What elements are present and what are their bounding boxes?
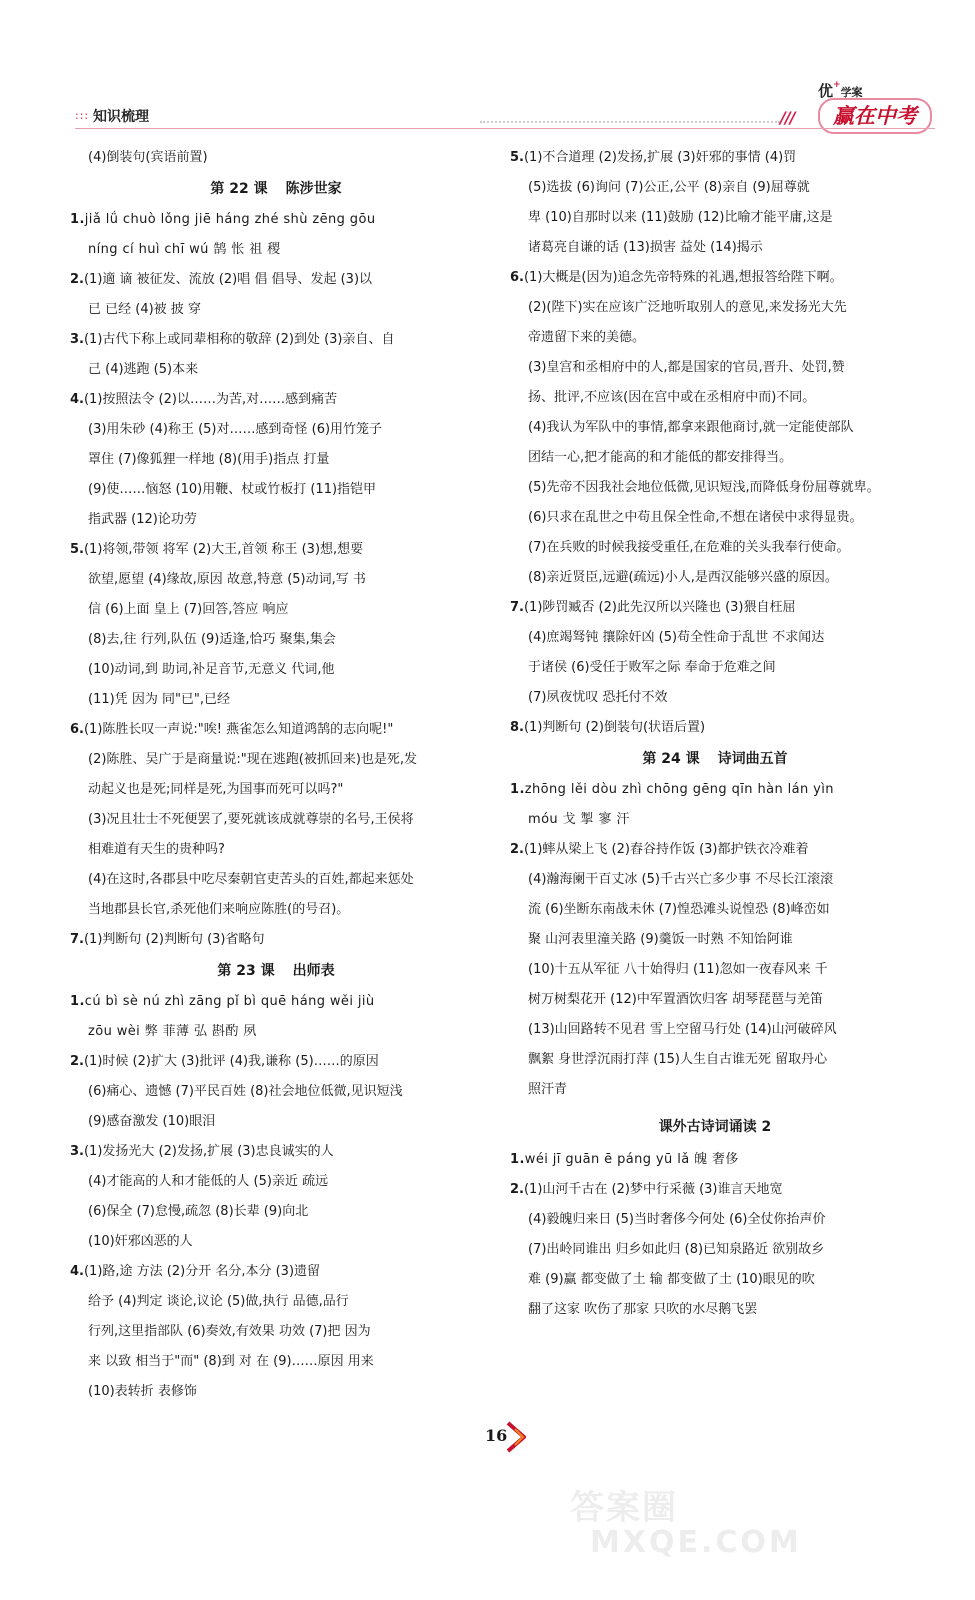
watermark-top: 答案圈 [570,1488,678,1528]
answer-line: 流 (6)坐断东南战未休 (7)惶恐滩头说惶恐 (8)峰峦如 [528,902,830,917]
page-number: 16 [485,1426,508,1445]
question-number: 8. [510,720,524,735]
answer-text: (1)判断句 (2)倒装句(状语后置) [523,720,706,735]
answer-line: 已 已经 (4)被 披 穿 [88,302,201,317]
answer-line: 团结一心,把才能高的和才能低的都安排得当。 [528,450,793,465]
answer-line: 信 (6)上面 皇上 (7)回答,答应 响应 [88,602,289,617]
question-number: 1. [510,1152,525,1167]
question-number: 4. [70,392,84,407]
lesson-title: 出师表 [292,963,335,979]
answer-line: 来 以致 相当于"而" (8)到 对 在 (9)……原因 用来 [88,1354,374,1369]
question-2 [70,265,482,295]
answer-line: móu 戈 掣 寥 汗 [528,812,630,827]
answer-line: (8)去,往 行列,队伍 (9)适逢,恰巧 聚集,集会 [88,632,336,647]
answer-line: (7)在兵败的时候我接受重任,在危难的关头我奉行使命。 [528,540,850,555]
answer-line: (4)才能高的人和才能低的人 (5)亲近 疏远 [88,1174,329,1189]
pinyin-answer: wéi jī guān ē páng yū lǎ 魄 奢侈 [524,1152,739,1167]
answer-line: (3)皇宫和丞相府中的人,都是国家的官员,晋升、处罚,赞 [528,360,845,375]
answer-text: (1)按照法令 (2)以……为苦,对……感到痛苦 [83,392,338,407]
answer-line: (10)十五从军征 八十始得归 (11)忽如一夜春风来 千 [528,962,828,977]
question-number: 7. [510,600,524,615]
question-1 [510,775,920,805]
answer-line: 指武器 (12)论功劳 [88,512,197,527]
lesson-number: 第 24 课 [642,751,700,767]
answer-line: (4)倒装句(宾语前置) [88,150,208,165]
watermark-bottom: MXQE.COM [590,1525,802,1560]
answer-text: (1)大概是(因为)追念先帝特殊的礼遇,想报答给陛下啊。 [523,270,843,285]
answer-line: 翻了这家 吹伤了那家 只吹的水尽鹅飞罢 [528,1302,758,1317]
question-2 [70,1047,482,1077]
answer-line: (4)毅魄归来日 (5)当时奢侈今何处 (6)全仗你抬声价 [528,1212,826,1227]
answer-line: 罩住 (7)像狐狸一样地 (8)(用手)指点 打量 [88,452,330,467]
answer-line: 动起义也是死;同样是死,为国事而死可以吗?" [88,782,344,797]
answer-text: (1)陈胜长叹一声说:"唉! 燕雀怎么知道鸿鹄的志向呢!" [83,722,394,737]
chevron-right-icon [504,1420,530,1454]
answer-line: (5)先帝不因我社会地位低微,见识短浅,而降低身份屈尊就卑。 [528,480,880,495]
answer-line: (4)在这时,各郡县中吃尽秦朝官吏苦头的百姓,都起来惩处 [88,872,414,887]
answer-text: (1)不合道理 (2)发扬,扩展 (3)奸邪的事情 (4)罚 [523,150,797,165]
answer-line: (2)陈胜、吴广于是商量说:"现在逃跑(被抓回来)也是死,发 [88,752,418,767]
answer-line: (7)夙夜忧叹 恐托付不效 [528,690,668,705]
answer-text: (1)时候 (2)扩大 (3)批评 (4)我,谦称 (5)……的原因 [83,1054,379,1069]
answer-line: (8)亲近贤臣,远避(疏远)小人,是西汉能够兴盛的原因。 [528,570,838,585]
answer-line: (11)凭 因为 同"已",已经 [88,692,231,707]
answer-line: (4)庶竭驽钝 攘除奸凶 (5)苟全性命于乱世 不求闻达 [528,630,825,645]
question-number: 2. [70,1054,84,1069]
question-2 [510,1175,920,1205]
answer-line: (10)奸邪凶恶的人 [88,1234,193,1249]
brand-small-sup: + [833,80,841,90]
brand-small-text: 优 [818,82,834,100]
answer-line: (4)瀚海阑干百丈冰 (5)千古兴亡多少事 不尽长江滚滚 [528,872,834,887]
lesson-title: 陈涉世家 [285,181,342,197]
answer-text: (1)古代下称上或同辈相称的敬辞 (2)到处 (3)亲自、自 [83,332,395,347]
answer-line: 相难道有天生的贵种吗? [88,842,225,857]
question-5 [70,535,482,565]
question-6 [510,263,920,293]
question-3 [70,325,482,355]
lesson-title: 诗词曲五首 [717,751,788,767]
question-number: 2. [70,272,84,287]
lesson-heading-24 [510,743,920,775]
question-6 [70,715,482,745]
answer-line: (6)保全 (7)怠慢,疏忽 (8)长辈 (9)向北 [88,1204,309,1219]
question-number: 6. [70,722,84,737]
brand-small-suffix: 学案 [840,86,863,99]
answer-line: 卑 (10)自那时以来 (11)鼓励 (12)比喻才能平庸,这是 [528,210,833,225]
question-number: 1. [70,212,85,227]
page-header [0,0,975,135]
question-1 [70,205,482,235]
answer-line: 聚 山河表里潼关路 (9)羹饭一时熟 不知饴阿谁 [528,932,793,947]
pinyin-answer: jiǎ lǘ chuò lǒng jiē háng zhé shù zēng gōu [84,212,376,227]
answer-line: 树万树梨花开 (12)中军置酒饮归客 胡琴琵琶与羌笛 [528,992,823,1007]
section-title: 知识梳理 [93,109,149,125]
answer-line: 飘絮 身世浮沉雨打萍 (15)人生自古谁无死 留取丹心 [528,1052,828,1067]
answer-line: (6)只求在乱世之中苟且保全性命,不想在诸侯中求得显贵。 [528,510,863,525]
question-number: 1. [510,782,525,797]
question-2 [510,835,920,865]
answer-line: 照汗青 [528,1082,568,1097]
question-number: 5. [510,150,524,165]
answer-line: 帝遗留下来的美德。 [528,330,646,345]
answer-line: (2)(陛下)实在应该广泛地听取别人的意见,来发扬光大先 [528,300,847,315]
question-4 [70,385,482,415]
answer-line: (9)使……恼怒 (10)用鞭、杖或竹板打 (11)指铠甲 [88,482,377,497]
answer-line: 行列,这里指部队 (6)奏效,有效果 功效 (7)把 因为 [88,1324,371,1339]
answer-line: (10)动词,到 助词,补足音节,无意义 代词,他 [88,662,335,677]
section-dots: ::: [75,109,90,122]
lesson-number: 第 23 课 [217,963,275,979]
question-number: 3. [70,1144,84,1159]
question-number: 5. [70,542,84,557]
answer-line: 己 (4)逃跑 (5)本来 [88,362,199,377]
answer-text: (1)判断句 (2)判断句 (3)省略句 [83,932,265,947]
question-1 [510,1145,920,1175]
answer-line: 难 (9)赢 都变做了土 输 都变做了土 (10)眼见的吹 [528,1272,815,1287]
question-8 [510,713,920,743]
question-number: 4. [70,1264,84,1279]
question-number: 7. [70,932,84,947]
question-4 [70,1257,482,1287]
header-dotted-line [480,121,780,123]
brand-logo: 赢在中考 [818,98,932,134]
lesson-heading-22 [70,173,482,205]
question-number: 2. [510,842,524,857]
lesson-heading-23 [70,955,482,987]
question-7 [70,925,482,955]
answer-line: zōu wèi 弊 菲薄 弘 斟酌 夙 [88,1024,257,1039]
page-number-marker [478,1420,538,1454]
pinyin-answer: cú bì sè nú zhì zāng pǐ bì quē háng wěi jiù [84,994,375,1009]
right-column [510,143,920,1325]
answer-line: 当地郡县长官,杀死他们来响应陈胜(的号召)。 [88,902,350,917]
answer-text: (1)发扬光大 (2)发扬,扩展 (3)忠良诚实的人 [83,1144,334,1159]
header-slashes: /// [780,108,795,127]
answer-line: (6)痛心、遗憾 (7)平民百姓 (8)社会地位低微,见识短浅 [88,1084,403,1099]
answer-line: (4)我认为军队中的事情,都拿来跟他商讨,就一定能使部队 [528,420,854,435]
pinyin-answer: zhōng lěi dòu zhì chōng gēng qīn hàn lán yìn [524,782,834,797]
question-5 [510,143,920,173]
answer-line: (5)选拔 (6)询问 (7)公正,公平 (8)亲自 (9)屈尊就 [528,180,810,195]
question-number: 3. [70,332,84,347]
answer-line: 诸葛亮自谦的话 (13)损害 益处 (14)揭示 [528,240,763,255]
question-number: 2. [510,1182,524,1197]
answer-text: (1)適 谪 被征发、流放 (2)唱 倡 倡导、发起 (3)以 [83,272,373,287]
answer-line: (9)感奋激发 (10)眼泪 [88,1114,216,1129]
question-number: 1. [70,994,85,1009]
question-7 [510,593,920,623]
answer-text: (1)山河千古在 (2)梦中行采薇 (3)谁言天地宽 [523,1182,783,1197]
question-3 [70,1137,482,1167]
left-column [70,143,482,1407]
answer-line: (10)表转折 表修饰 [88,1384,197,1399]
answer-text: (1)路,途 方法 (2)分开 名分,本分 (3)遗留 [83,1264,321,1279]
answer-text: (1)将领,带领 将军 (2)大王,首领 称王 (3)想,想要 [83,542,364,557]
answer-line: (7)出岭同谁出 归乡如此归 (8)已知泉路近 欲别故乡 [528,1242,825,1257]
answer-line: 给予 (4)判定 谈论,议论 (5)做,执行 品德,品行 [88,1294,349,1309]
answer-line: 于诸侯 (6)受任于败军之际 奉命于危难之间 [528,660,776,675]
question-number: 6. [510,270,524,285]
answer-line: 欲望,愿望 (4)缘故,原因 故意,特意 (5)动词,写 书 [88,572,366,587]
answer-text: (1)陟罚臧否 (2)此先汉所以兴隆也 (3)猥自枉屈 [523,600,796,615]
answer-line: níng cí huì chī wú 鹄 怅 祖 稷 [88,242,281,257]
header-rule [75,128,935,129]
answer-line: (13)山回路转不见君 雪上空留马行处 (14)山河破碎风 [528,1022,837,1037]
answer-line: 扬、批评,不应该(因在宫中或在丞相府中而)不同。 [528,390,816,405]
extra-reading-heading: 课外古诗词诵读 2 [658,1119,772,1135]
lesson-number: 第 22 课 [210,181,268,197]
answer-line: (3)用朱砂 (4)称王 (5)对……感到奇怪 (6)用竹笼子 [88,422,383,437]
question-1 [70,987,482,1017]
answer-line: (3)况且壮士不死便罢了,要死就该成就尊崇的名号,王侯将 [88,812,414,827]
answer-text: (1)蟀从梁上飞 (2)舂谷持作饭 (3)都护铁衣冷难着 [523,842,809,857]
